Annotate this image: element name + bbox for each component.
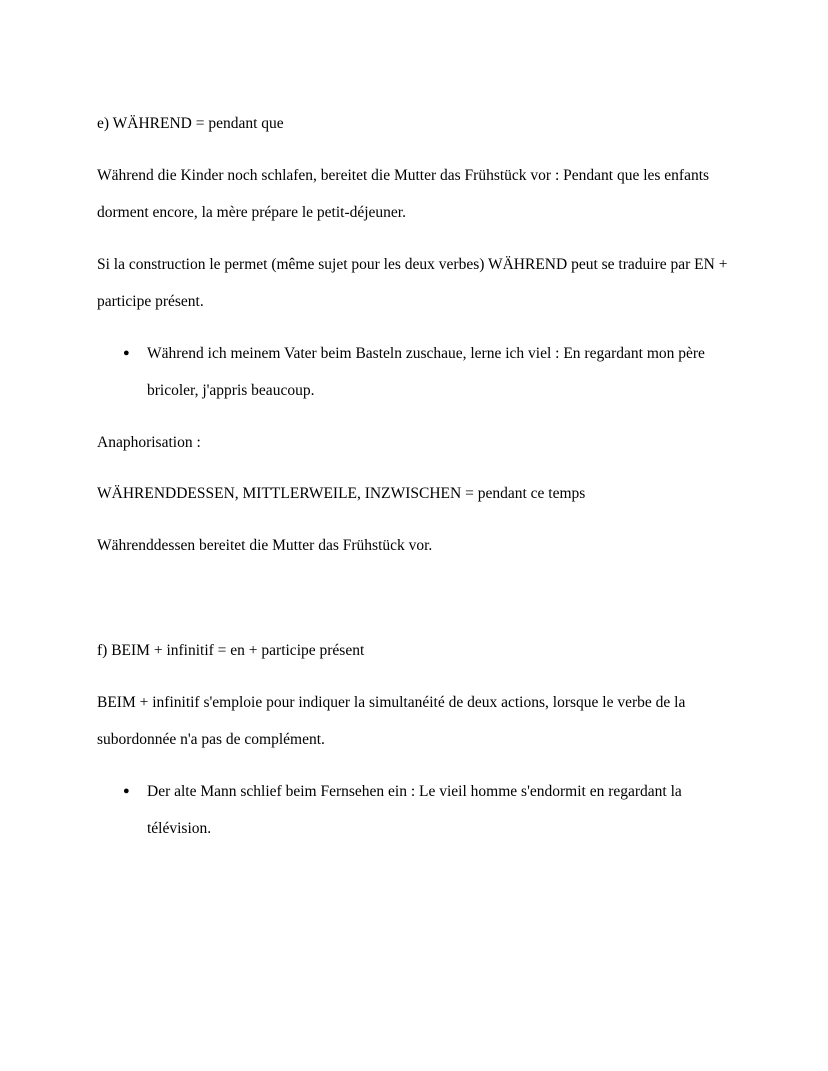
bullet-text-beim: Der alte Mann schlief beim Fernsehen ein : Le vieil homme s'endormit en regardant la télévision. bbox=[147, 782, 682, 837]
paragraph-waehrend-example: Während die Kinder noch schlafen, bereitet die Mutter das Frühstück vor : Pendant que les enfants dorment encore, la mère prépare le petit-déjeuner. bbox=[97, 166, 710, 221]
section-heading-e: e) WÄHREND = pendant que bbox=[97, 115, 284, 132]
paragraph-adverbs-list: WÄHRENDDESSEN, MITTLERWEILE, INZWISCHEN = pendant ce temps bbox=[97, 485, 586, 502]
paragraph-construction-rule: Si la construction le permet (même sujet pour les deux verbes) WÄHREND peut se traduire par EN + participe présent. bbox=[97, 255, 728, 310]
paragraph-waehrenddessen-example: Währenddessen bereitet die Mutter das Frühstück vor. bbox=[97, 536, 433, 554]
section-heading-f: f) BEIM + infinitif = en + participe présent bbox=[97, 642, 365, 659]
bullet-item-beim bbox=[97, 773, 728, 848]
bullet-icon: ● bbox=[123, 346, 130, 359]
paragraph-beim-rule: BEIM + infinitif s'emploie pour indiquer la simultanéité de deux actions, lorsque le verbe de la subordonnée n'a pas de complément. bbox=[97, 693, 686, 748]
bullet-text-waehrend: Während ich meinem Vater beim Basteln zuschaue, lerne ich viel : En regardant mon père bricoler, j'appris beaucoup. bbox=[147, 344, 705, 399]
bullet-icon: ● bbox=[123, 784, 130, 797]
bullet-item-waehrend bbox=[97, 335, 728, 410]
paragraph-anaphorisation-label: Anaphorisation : bbox=[97, 433, 201, 451]
